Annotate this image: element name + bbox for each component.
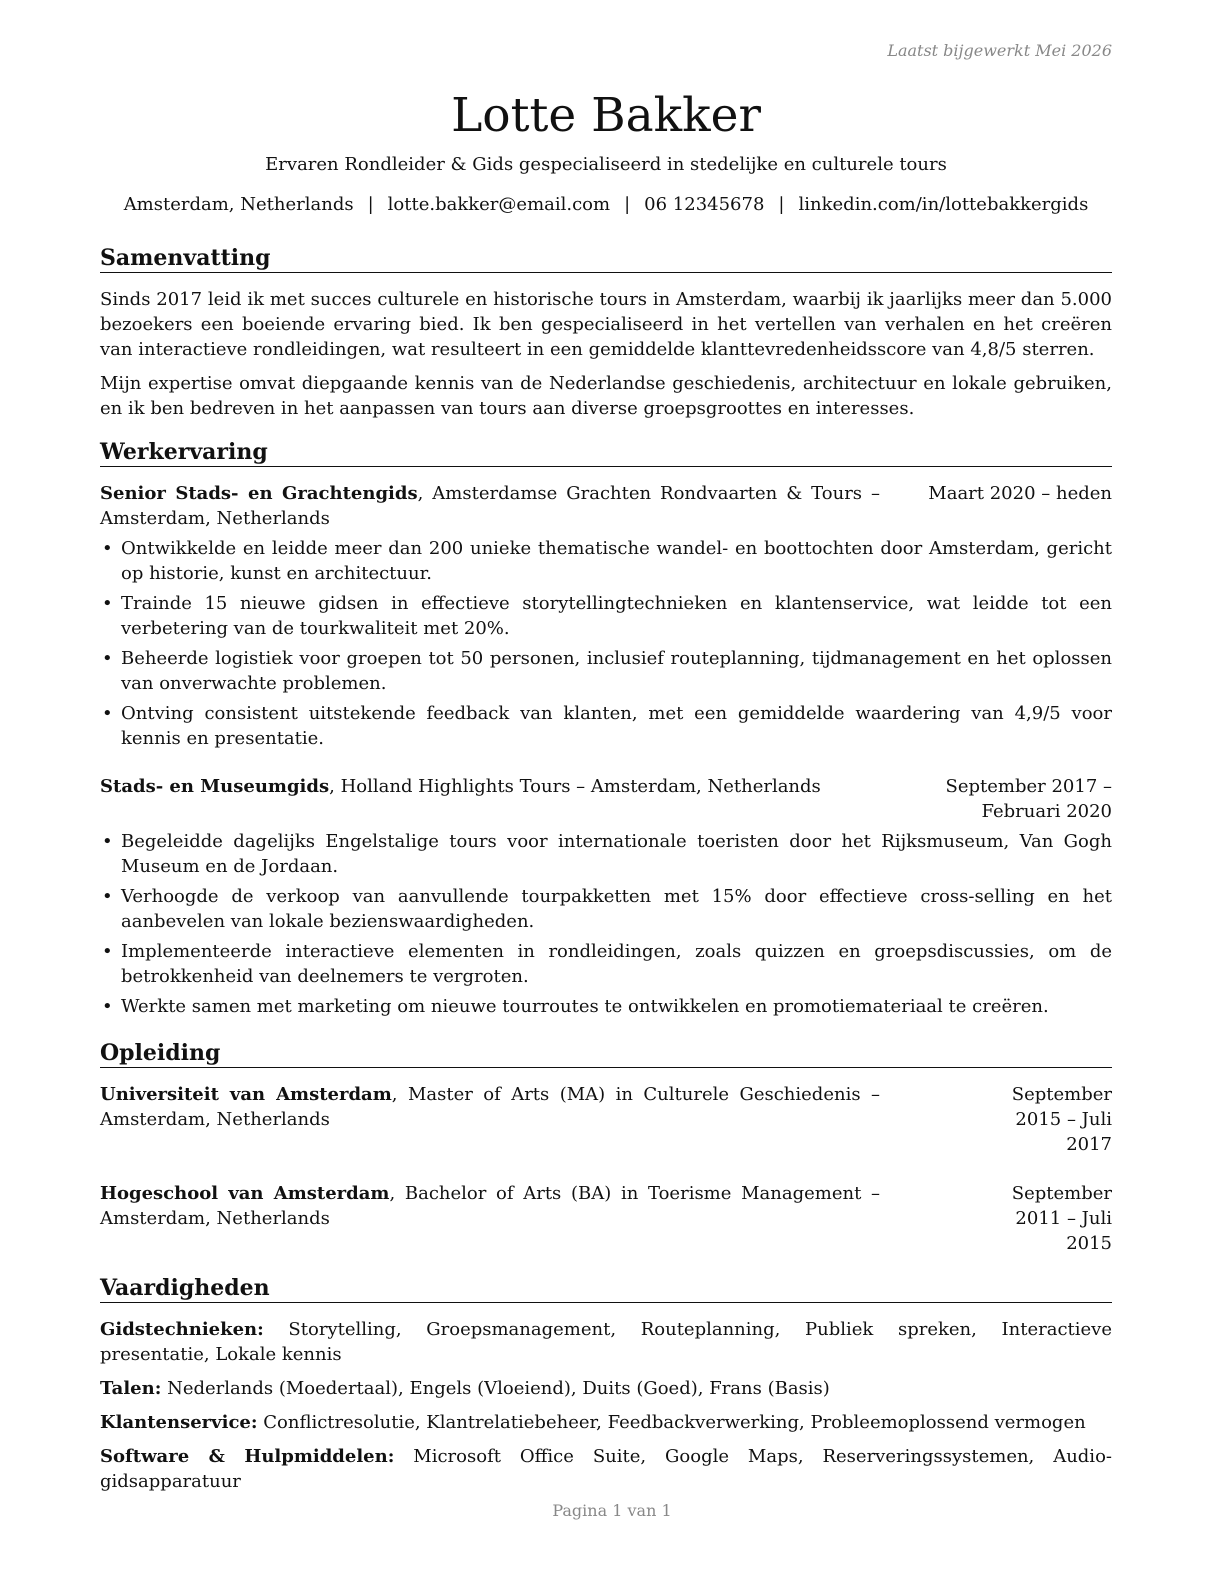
job-company: , Amsterdamse Grachten Rondvaarten & Tours – Amsterdam, Netherlands [100,483,880,529]
section-title-experience: Werkervaring [100,438,1112,467]
list-item: • Beheerde logistiek voor groepen tot 50 personen, inclusief routeplanning, tijdmanagement en het oplossen van onverwachte problemen. [100,646,1112,696]
job-bullets [100,829,1112,1019]
section-title-education: Opleiding [100,1039,1112,1068]
skill-value: Nederlands (Moedertaal), Engels (Vloeiend), Duits (Goed), Frans (Basis) [161,1378,830,1399]
education-line [100,1181,880,1231]
job-title-line [100,481,880,531]
education-school: Universiteit van Amsterdam [100,1084,392,1105]
contact-separator: | [367,194,374,215]
section-title-skills: Vaardigheden [100,1274,1112,1303]
education-header [100,1082,1112,1157]
education-line [100,1082,880,1132]
skill-row [100,1444,1112,1494]
contact-separator: | [624,194,631,215]
skill-value: Storytelling, Groepsmanagement, Routeplanning, Publiek spreken, Interactieve presentatie, Lokale kennis [100,1319,1112,1365]
skill-row [100,1410,1112,1435]
education-dates: September 2015 – Juli 2017 [1011,1084,1112,1155]
last-updated: Laatst bijgewerkt Mei 2026 [887,41,1112,60]
job-company: , Holland Highlights Tours – Amsterdam, Netherlands [329,776,821,797]
contact-separator: | [778,194,785,215]
list-item: • Implementeerde interactieve elementen in rondleidingen, zoals quizzen en groepsdiscussies, om de betrokkenheid van deelnemers te vergroten. [100,939,1112,989]
education-degree: , Bachelor of Arts (BA) in Toerisme Management – Amsterdam, Netherlands [100,1183,880,1229]
skill-label: Klantenservice: [100,1412,258,1433]
contact-line [100,192,1112,218]
summary-paragraph: Mijn expertise omvat diepgaande kennis van de Nederlandse geschiedenis, architectuur en lokale gebruiken, en ik ben bedreven in het aanpassen van tours aan diverse groepsgroottes en interesses. [100,373,1112,419]
list-item: • Werkte samen met marketing om nieuwe tourroutes te ontwikkelen en promotiemateriaal te creëren. [100,994,1112,1019]
skill-label: Gidstechnieken: [100,1319,264,1340]
list-item: • Trainde 15 nieuwe gidsen in effectieve storytellingtechnieken en klantenservice, wat leidde tot een verbetering van de tourkwaliteit met 20%. [100,591,1112,641]
job-role: Senior Stads- en Grachtengids [100,483,418,504]
job-dates: September 2017 – Februari 2020 [945,776,1112,822]
contact-phone: 06 12345678 [644,194,765,215]
job-header [100,481,1112,531]
resume-page [100,40,1112,1494]
job-dates: Maart 2020 – heden [928,483,1112,504]
job-bullets [100,536,1112,751]
education-header [100,1181,1112,1256]
education-school: Hogeschool van Amsterdam [100,1183,390,1204]
job-title-line [100,774,860,799]
contact-location: Amsterdam, Netherlands [123,194,354,215]
page-number: Pagina 1 van 1 [552,1501,672,1520]
list-item: • Ontving consistent uitstekende feedback van klanten, met een gemiddelde waardering van 4,9/5 voor kennis en presentatie. [100,701,1112,751]
skill-label: Software & Hulpmiddelen: [100,1446,395,1467]
contact-linkedin[interactable]: linkedin.com/in/lottebakkergids [798,194,1089,215]
skill-row [100,1376,1112,1401]
candidate-name: Lotte Bakker [451,88,761,143]
job-role: Stads- en Museumgids [100,776,330,797]
education-degree: , Master of Arts (MA) in Culturele Geschiedenis – Amsterdam, Netherlands [100,1084,881,1130]
skill-value: Conflictresolutie, Klantrelatiebeheer, Feedbackverwerking, Probleemoplossend vermogen [257,1412,1086,1433]
summary-paragraph: Sinds 2017 leid ik met succes culturele en historische tours in Amsterdam, waarbij ik jaarlijks meer dan 5.000 bezoekers een boeiende ervaring bied. Ik ben gespecialiseerd in het vertellen van verhalen en het creëren van interactieve rondleidingen, wat resulteert in een gemiddelde klanttevredenheidsscore van 4,8/5 sterren. [100,289,1112,360]
education-dates: September 2011 – Juli 2015 [1011,1183,1112,1254]
skill-row [100,1317,1112,1367]
section-title-summary: Samenvatting [100,244,1112,273]
list-item: • Verhoogde de verkoop van aanvullende tourpakketten met 15% door effectieve cross-selling en het aanbevelen van lokale bezienswaardigheden. [100,884,1112,934]
tagline: Ervaren Rondleider & Gids gespecialiseerd in stedelijke en culturele tours [265,154,947,175]
skill-label: Talen: [100,1378,162,1399]
list-item: • Ontwikkelde en leidde meer dan 200 unieke thematische wandel- en boottochten door Amsterdam, gericht op historie, kunst en architectuur. [100,536,1112,586]
list-item: • Begeleidde dagelijks Engelstalige tours voor internationale toeristen door het Rijksmuseum, Van Gogh Museum en de Jordaan. [100,829,1112,879]
job-header [100,774,1112,824]
contact-email[interactable]: lotte.bakker@email.com [387,194,611,215]
skill-value: Microsoft Office Suite, Google Maps, Reserveringssystemen, Audio-gidsapparatuur [100,1446,1112,1492]
